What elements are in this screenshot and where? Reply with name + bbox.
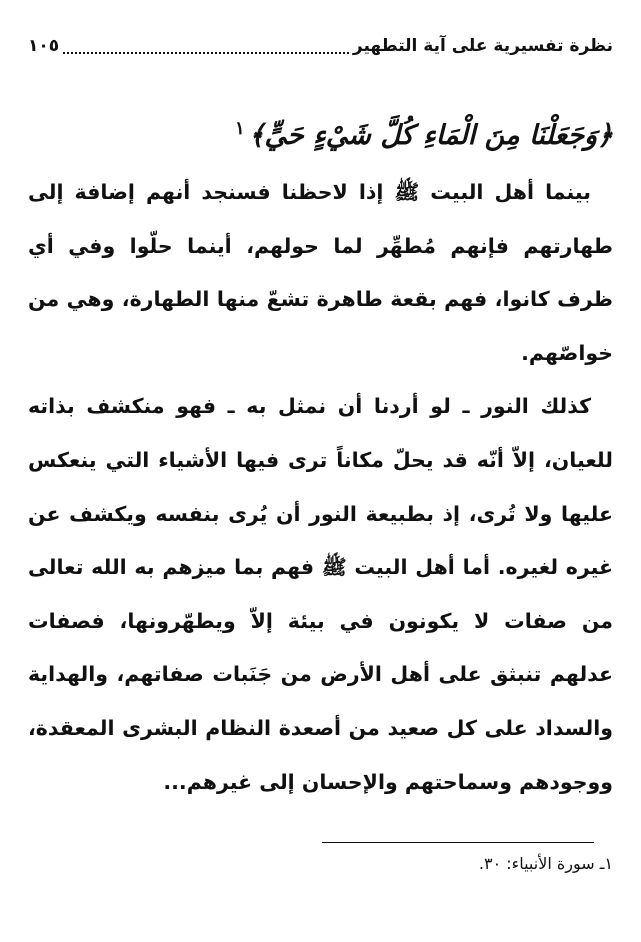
footnote-divider [322,842,594,843]
paragraph-text: بينما أهل البيت ﷺ إذا لاحظنا فسنجد أنهم إضافة إلى طهارتهم فإنهم مُطهِّر لما حولهم، أينما حلّوا وفي أي ظرف كانوا، فهم بقعة طاهرة تشعّ منها الطهارة، وهي من خواصّهم. [28,180,613,365]
page-header [28,32,613,60]
verse-text: ﴿وَجَعَلْنَا مِنَ الْمَاءِ كُلَّ شَيْءٍ حَيٍّ﴾ [248,120,613,151]
running-title: نظرة تفسيرية على آية التطهير [352,36,613,56]
page-number: ١٠٥ [28,36,60,56]
header-dot-leader [63,38,349,54]
body-text [28,166,613,809]
paragraph [28,380,613,809]
quranic-verse [28,100,613,158]
footnote-reference: ١ [235,118,245,139]
paragraph [28,166,613,380]
paragraph-text: كذلك النور ـ لو أردنا أن نمثل به ـ فهو منكشف بذاته للعيان، إلاّ أنّه قد يحلّ مكاناً ترى فيها الأشياء التي ينعكس عليها ولا تُرى، إذ بطبيعة النور أن يُرى بنفسه ويكشف عن غيره لغيره. أما أهل البيت ﷺ فهم بما ميزهم به الله تعالى من صفات لا يكونون في بيئة إلاّ ويطهّرونها، فصفات عدلهم تنبثق على أهل الأرض من جَنَبات صفاتهم، والهداية والسداد على كل صعيد من أصعدة النظام البشرى المعقدة، ووجودهم وسماحتهم والإحسان إلى غيرهم... [28,394,613,794]
footnote: ١ـ سورة الأنبياء: ٣٠. [478,854,613,873]
